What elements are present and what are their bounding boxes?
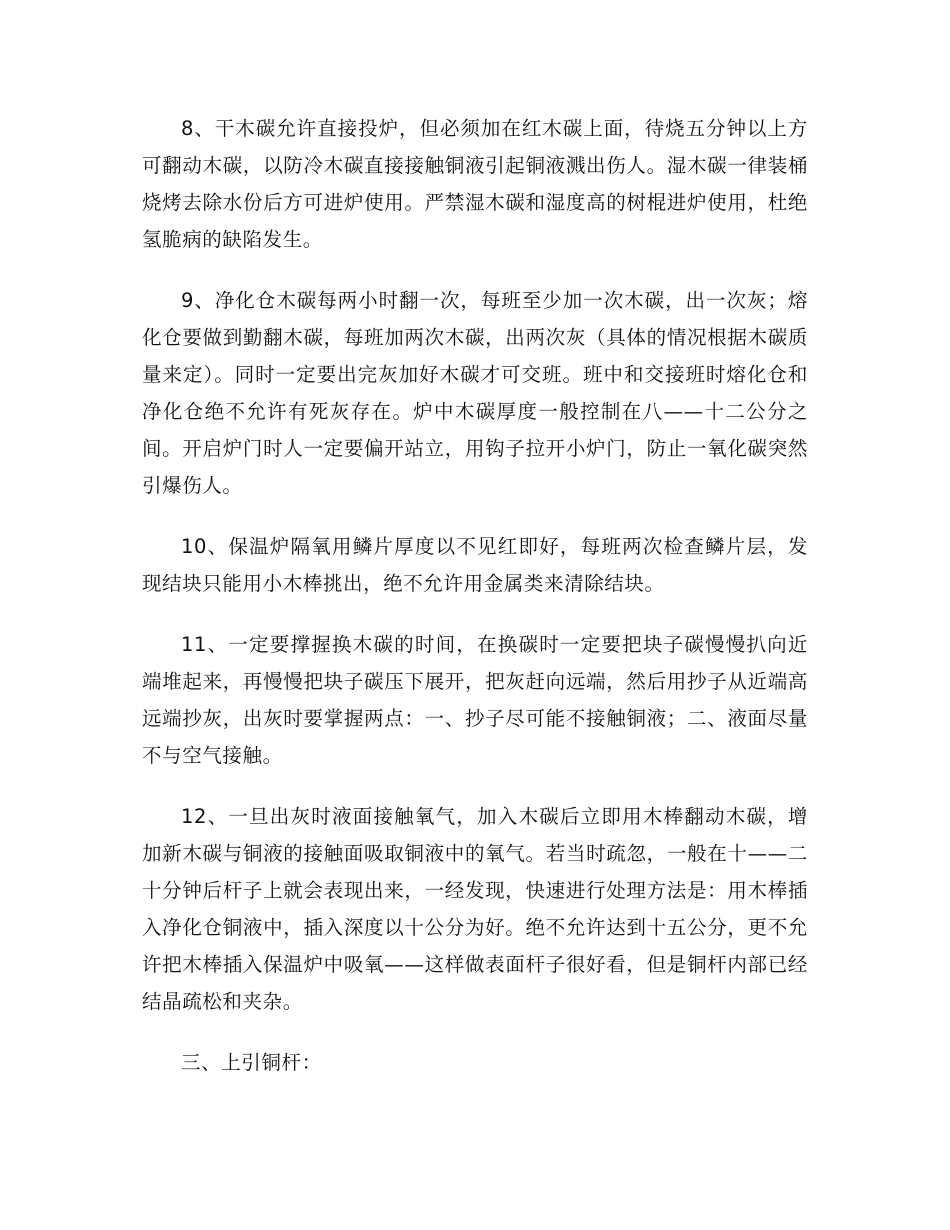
paragraph-11: 11、一定要撑握换木碳的时间，在换碳时一定要把块子碳慢慢扒向近端堆起来，再慢慢把块子碳压下展开，把灰赶向远端，然后用抄子从近端高远端抄灰，出灰时要掌握两点：一、抄子尽可能不接触铜液；二、液面尽量不与空气接触。: [142, 633, 808, 767]
paragraph-10: 10、保温炉隔氧用鳞片厚度以不见红即好，每班两次检查鳞片层，发现结块只能用小木棒挑出，绝不允许用金属类来清除结块。: [142, 535, 808, 595]
section-heading: 三、上引铜杆：: [181, 1051, 322, 1074]
paragraph-8: 8、干木碳允许直接投炉，但必须加在红木碳上面，待烧五分钟以上方可翻动木碳，以防冷木碳直接接触铜液引起铜液溅出伤人。湿木碳一律装桶烧烤去除水份后方可进炉使用。严禁湿木碳和湿度高的树棍进炉使用，杜绝氢脆病的缺陷发生。: [142, 117, 808, 251]
paragraph-9: 9、净化仓木碳每两小时翻一次，每班至少加一次木碳，出一次灰；熔化仓要做到勤翻木碳，每班加两次木碳，出两次灰（具体的情况根据木碳质量来定）。同时一定要出完灰加好木碳才可交班。班中和交接班时熔化仓和净化仓绝不允许有死灰存在。炉中木碳厚度一般控制在八——十二公分之间。开启炉门时人一定要偏开站立，用钩子拉开小炉门，防止一氧化碳突然引爆伤人。: [142, 289, 808, 497]
paragraph-12: 12、一旦出灰时液面接触氧气，加入木碳后立即用木棒翻动木碳，增加新木碳与铜液的接触面吸取铜液中的氧气。若当时疏忽，一般在十——二十分钟后杆子上就会表现出来，一经发现，快速进行处理方法是：用木棒插入净化仓铜液中，插入深度以十公分为好。绝不允许达到十五公分，更不允许把木棒插入保温炉中吸氧——这样做表面杆子很好看，但是铜杆内部已经结晶疏松和夹杂。: [142, 805, 808, 1013]
